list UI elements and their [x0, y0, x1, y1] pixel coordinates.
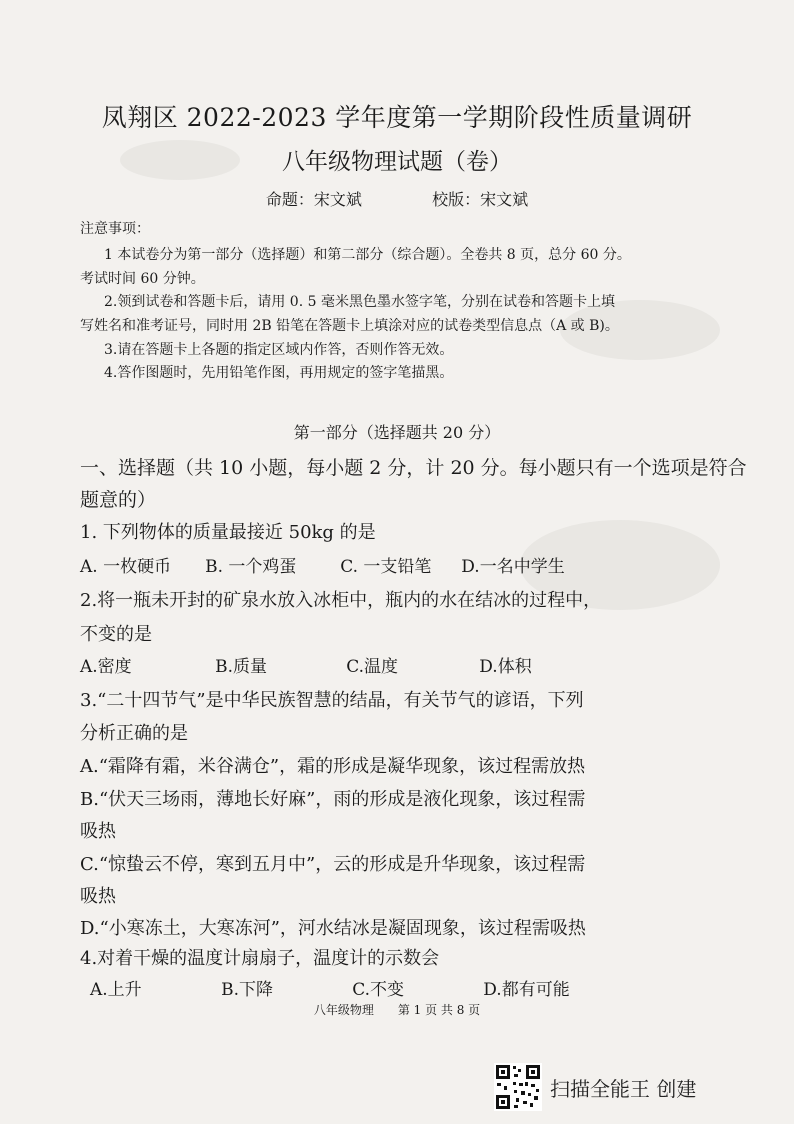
question-3-option-b: B.“伏天三场雨，薄地长好麻”，雨的形成是液化现象，该过程需: [80, 789, 586, 810]
option-b: B.下降: [221, 980, 273, 1000]
option-a: A.上升: [90, 980, 142, 1000]
question-3-option-b-cont: 吸热: [80, 821, 116, 842]
scanner-label: 扫描全能王 创建: [550, 1076, 697, 1101]
notice-line: 3.请在答题卡上各题的指定区域内作答，否则作答无效。: [104, 342, 454, 358]
option-c: C.不变: [352, 980, 404, 1000]
setter: 命题：宋文斌: [265, 190, 362, 209]
notice-line: 4.答作图题时，先用铅笔作图，再用规定的签字笔描黑。: [104, 365, 454, 381]
question-3-option-d: D.“小寒冻土，大寒冻河”，河水结冰是凝固现象，该过程需吸热: [80, 918, 586, 939]
notice-heading: 注意事项：: [80, 221, 150, 237]
question-1-stem: 1. 下列物体的质量最接近 50kg 的是: [80, 522, 376, 543]
option-d: D.都有可能: [483, 980, 570, 1000]
question-3-stem: 3.“二十四节气”是中华民族智慧的结晶，有关节气的谚语，下列: [80, 690, 584, 711]
question-2-stem-cont: 不变的是: [80, 624, 152, 645]
question-3-option-c-cont: 吸热: [80, 886, 116, 907]
question-2-options: [80, 652, 532, 677]
section-heading-cont: 题意的）: [80, 489, 157, 511]
notice-line: 写姓名和准考证号，同时用 2B 铅笔在答题卡上填涂对应的试卷类型信息点（A 或 B)。: [80, 318, 619, 334]
option-b: B.质量: [215, 657, 267, 677]
question-2-stem: 2.将一瓶未开封的矿泉水放入冰柜中，瓶内的水在结冰的过程中，: [80, 590, 602, 611]
option-a: A. 一枚硬币: [80, 557, 172, 577]
option-c: C.温度: [346, 657, 398, 677]
part-heading: 第一部分（选择题共 20 分）: [293, 423, 501, 442]
question-1-options: [80, 552, 565, 577]
option-a: A.密度: [80, 657, 132, 677]
question-3-stem-cont: 分析正确的是: [80, 723, 188, 744]
notice-line: 考试时间 60 分钟。: [80, 271, 205, 287]
question-4-options: [90, 975, 570, 1000]
scanner-watermark: [494, 1063, 696, 1111]
question-3-option-c: C.“惊蛰云不停，寒到五月中”，云的形成是升华现象，该过程需: [80, 854, 586, 875]
proofreader: 校版：宋文斌: [432, 190, 529, 209]
option-d: D.体积: [479, 657, 532, 677]
option-d: D.一名中学生: [461, 557, 565, 577]
option-c: C. 一支铅笔: [340, 557, 432, 577]
notice-line: 1 本试卷分为第一部分（选择题）和第二部分（综合题）。全卷共 8 页，总分 60 分。: [104, 247, 631, 263]
exam-title: 凤翔区 2022-2023 学年度第一学期阶段性质量调研: [101, 103, 693, 132]
question-4-stem: 4.对着干燥的温度计扇扇子，温度计的示数会: [80, 948, 440, 969]
page-footer: 八年级物理 第 1 页 共 8 页: [313, 1003, 481, 1017]
qr-code-icon: [494, 1063, 542, 1111]
section-heading: 一、选择题（共 10 小题，每小题 2 分，计 20 分。每小题只有一个选项是符合: [80, 457, 747, 479]
notice-line: 2.领到试卷和答题卡后，请用 0. 5 毫米黑色墨水签字笔，分别在试卷和答题卡上填: [104, 294, 615, 310]
exam-subtitle: 八年级物理试题（卷）: [282, 149, 512, 175]
question-3-option-a: A.“霜降有霜，米谷满仓”，霜的形成是凝华现象，该过程需放热: [80, 756, 586, 777]
authors-line: [0, 187, 794, 210]
option-b: B. 一个鸡蛋: [205, 557, 297, 577]
